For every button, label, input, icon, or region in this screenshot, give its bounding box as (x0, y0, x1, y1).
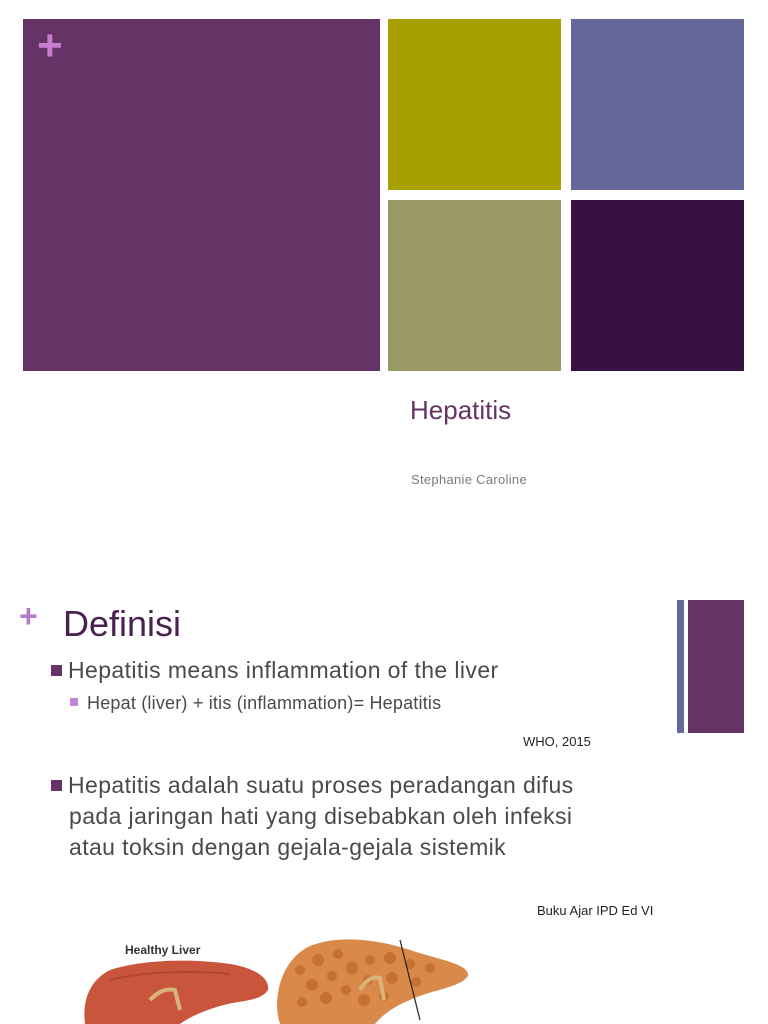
citation: WHO, 2015 (523, 734, 591, 749)
tile-khaki (388, 200, 561, 371)
bullet-item (51, 655, 499, 686)
sub-bullet-text: Hepat (liver) + itis (inflammation)= Hepatitis (87, 693, 442, 713)
slide-author: Stephanie Caroline (411, 472, 527, 487)
bullet-square-icon (51, 780, 62, 791)
sub-bullet-item (70, 693, 441, 714)
tile-large-purple (23, 19, 380, 371)
slide-heading: Definisi (63, 603, 182, 644)
accent-bar-thick (688, 600, 744, 733)
liver-illustration-icon (80, 930, 480, 1024)
bullet-text-line: atau toksin dengan gejala-gejala sistemik (69, 834, 507, 860)
bullet-text-line: pada jaringan hati yang disebabkan oleh infeksi (69, 803, 573, 829)
tile-olive (388, 19, 561, 190)
citation: Buku Ajar IPD Ed VI (537, 903, 654, 918)
plus-icon: + (37, 21, 63, 70)
tile-dark-purple (571, 200, 744, 371)
plus-icon: + (19, 598, 38, 634)
image-label: Healthy Liver (125, 943, 201, 957)
bullet-item (51, 770, 671, 863)
bullet-text: Hepatitis means inflammation of the liver (68, 657, 499, 683)
accent-bar-thin (677, 600, 684, 733)
slide-title: Hepatitis (410, 395, 512, 425)
bullet-square-icon (51, 665, 62, 676)
tile-slate (571, 19, 744, 190)
sub-bullet-square-icon (70, 698, 78, 706)
bullet-text-line: Hepatitis adalah suatu proses peradangan difus (68, 772, 574, 798)
